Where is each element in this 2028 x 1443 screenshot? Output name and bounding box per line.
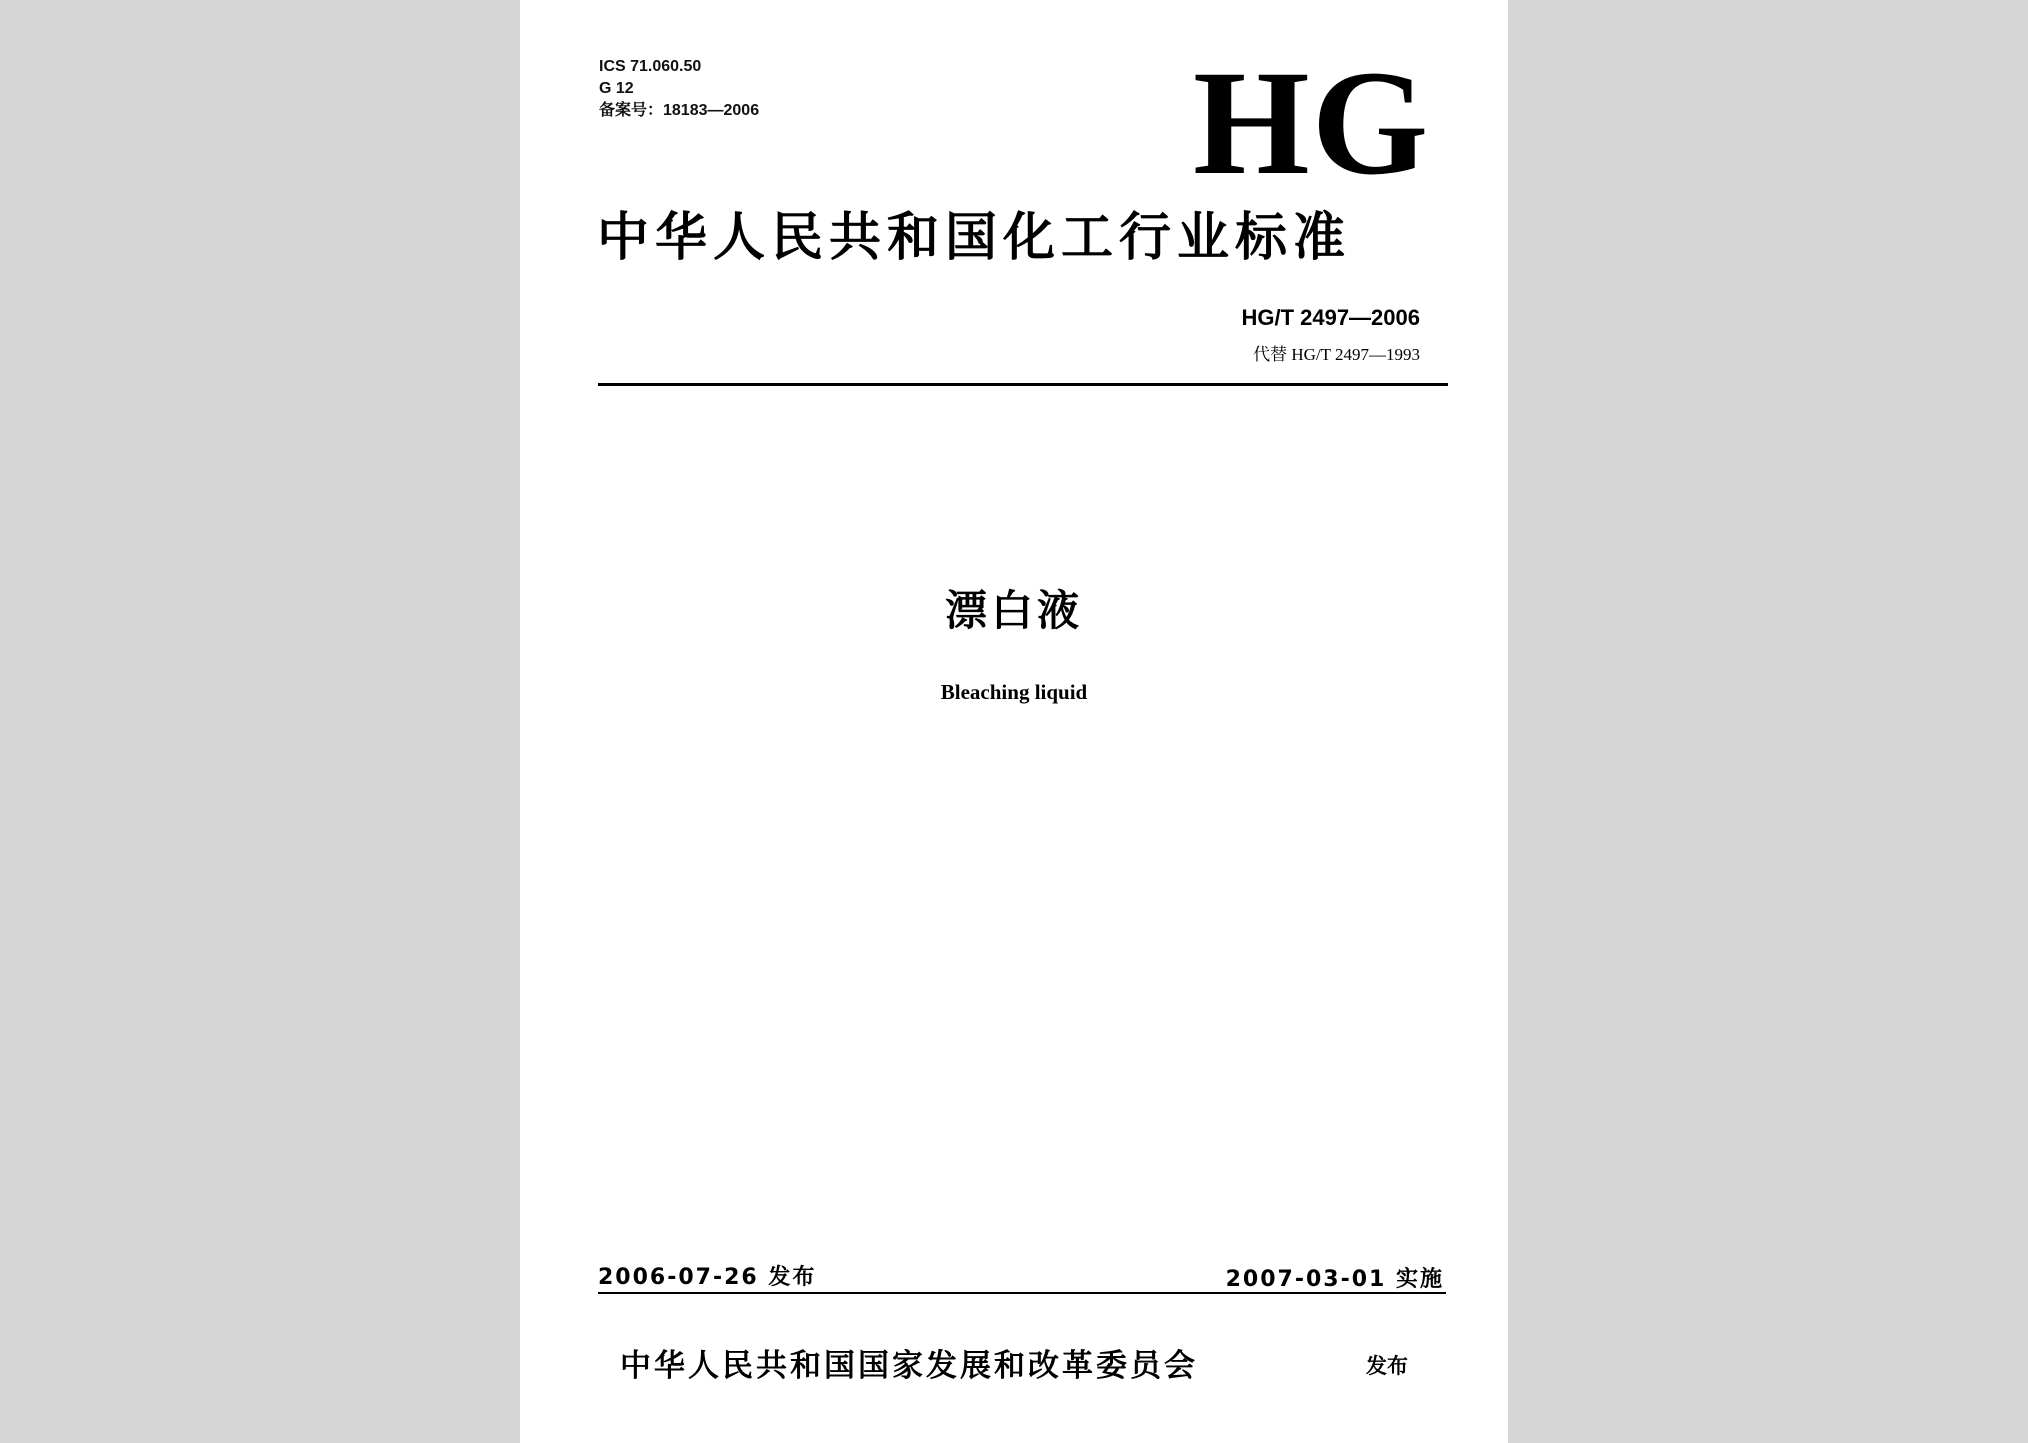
standard-code: HG/T 2497—2006 bbox=[1241, 305, 1420, 330]
hg-logo: HG bbox=[1193, 40, 1431, 206]
document-name-cn: 漂白液 bbox=[944, 586, 1083, 635]
publisher-suffix: 发布 bbox=[1366, 1354, 1408, 1378]
ccs-code: G 12 bbox=[599, 80, 634, 97]
record-number: 备案号：18183—2006 bbox=[599, 102, 760, 119]
ics-code: ICS 71.060.50 bbox=[599, 58, 702, 75]
publisher-name: 中华人民共和国国家发展和改革委员会 bbox=[620, 1348, 1198, 1384]
standard-title: 中华人民共和国化工行业标准 bbox=[597, 208, 1352, 268]
meta-block bbox=[599, 56, 759, 122]
footer-divider bbox=[598, 1292, 1446, 1294]
issue-date: 2006-07-26 发布 bbox=[598, 1265, 817, 1290]
implementation-date: 2007-03-01 实施 bbox=[1225, 1267, 1444, 1292]
document-name-en: Bleaching liquid bbox=[940, 680, 1088, 704]
header-divider bbox=[598, 383, 1448, 386]
replaces-code: 代替 HG/T 2497—1993 bbox=[1253, 345, 1420, 364]
document-page bbox=[520, 0, 1508, 1443]
